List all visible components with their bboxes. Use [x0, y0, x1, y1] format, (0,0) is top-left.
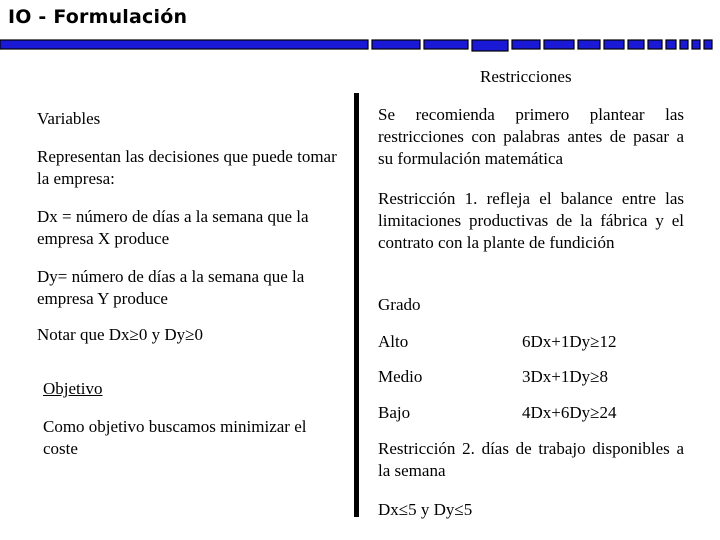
grade-name: Medio — [378, 367, 423, 386]
column-divider — [354, 93, 359, 517]
grade-formula: 6Dx+1Dy≥12 — [522, 332, 617, 351]
grade-name: Alto — [378, 332, 409, 351]
nonnegativity-note: Notar que Dx≥0 y Dy≥0 — [37, 325, 203, 344]
restricciones-heading: Restricciones — [480, 67, 572, 86]
dx-definition: Dx = número de días a la semana que la empresa X produce — [37, 207, 309, 248]
objective-description: Como objetivo buscamos minimizar el coste — [43, 417, 307, 458]
slide-title: IO - Formulación — [8, 6, 188, 28]
grade-formula: 3Dx+1Dy≥8 — [522, 367, 608, 386]
restriccion-2-formula: Dx≤5 y Dy≤5 — [378, 500, 473, 519]
grado-label: Grado — [378, 295, 421, 314]
grade-name: Bajo — [378, 403, 411, 422]
dy-definition: Dy= número de días a la semana que la empresa Y produce — [37, 267, 305, 308]
header-bar — [0, 38, 720, 52]
objective-heading: Objetivo — [43, 379, 103, 398]
variables-heading: Variables — [37, 109, 101, 128]
variables-description: Representan las decisiones que puede tomar la empresa: — [37, 147, 337, 188]
restriccion-1: Restricción 1. refleja el balance entre las limitaciones productivas de la fábrica y el contrato con la plante de fundición — [378, 189, 684, 252]
restricciones-intro: Se recomienda primero plantear las restricciones con palabras antes de pasar a su formulación matemática — [378, 105, 684, 168]
restriccion-2: Restricción 2. días de trabajo disponibles a la semana — [378, 439, 684, 480]
grade-formula: 4Dx+6Dy≥24 — [522, 403, 617, 422]
